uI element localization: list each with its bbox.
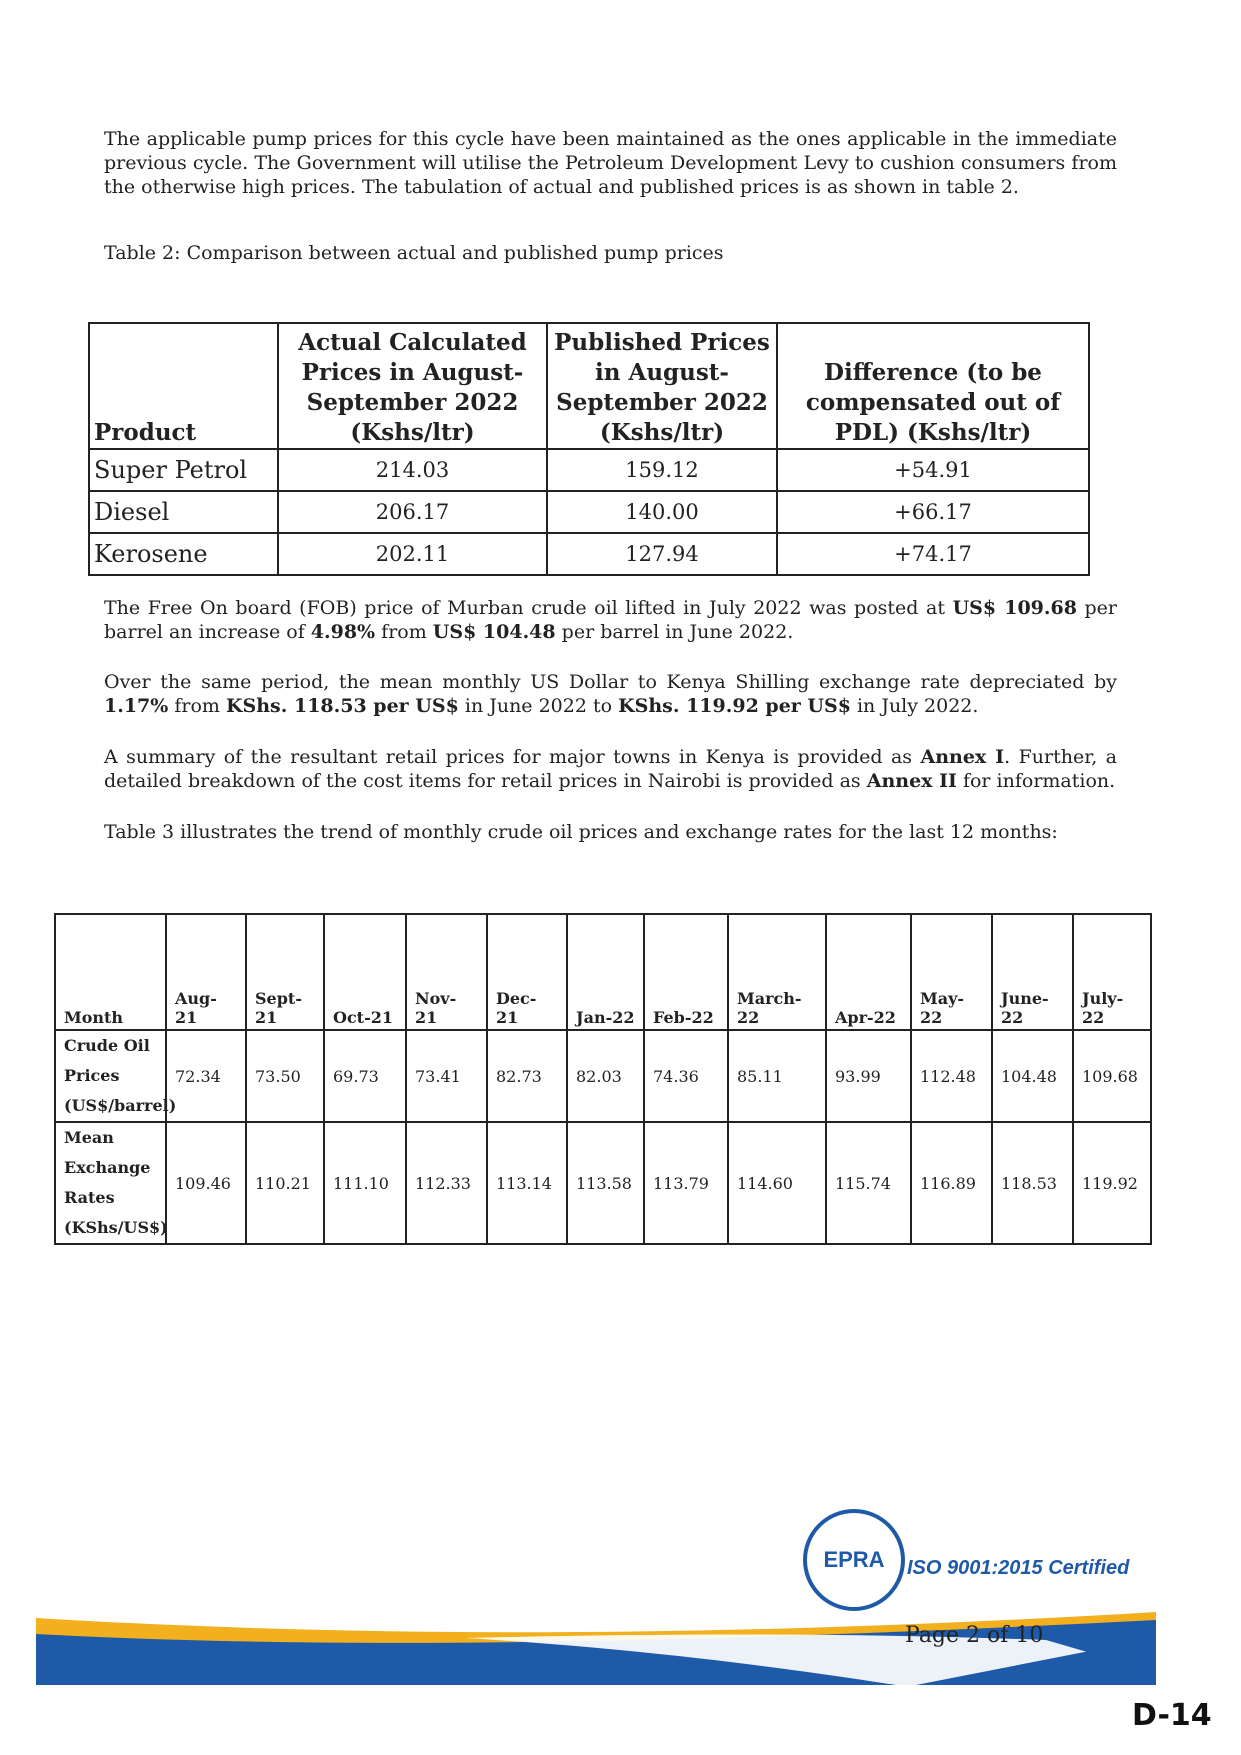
crude-price-cell: 112.48 (911, 1030, 992, 1122)
page-number: Page 2 of 10 (905, 1623, 1044, 1648)
label-line: Exchange (64, 1158, 151, 1177)
month-header: Jan-22 (567, 914, 644, 1030)
month-header: Aug-21 (166, 914, 246, 1030)
exchange-rate-cell: 113.14 (487, 1122, 567, 1244)
exchange-rate-cell: 113.58 (567, 1122, 644, 1244)
intro-paragraph: The applicable pump prices for this cycle have been maintained as the ones applicable in the immediate previous cycle. The Government will utilise the Petroleum Development Levy to cushion consumers from the otherwise high prices. The tabulation of actual and published prices is as shown in table 2. (104, 128, 1117, 198)
row-label-exchange-rates (55, 1122, 166, 1244)
table2-caption: Table 2: Comparison between actual and published pump prices (104, 242, 724, 264)
summary-paragraph (104, 745, 1117, 793)
exchange-rate-cell: 116.89 (911, 1122, 992, 1244)
published-price: 127.94 (547, 533, 777, 575)
handwritten-initials: D-14 (1132, 1698, 1212, 1733)
published-price: 159.12 (547, 449, 777, 491)
header-difference: Difference (to be compensated out of PDL) (Kshs/ltr) (777, 323, 1089, 449)
month-header: June-22 (992, 914, 1073, 1030)
logo-text: EPRA (823, 1547, 885, 1572)
crude-oil-exchange-table (54, 913, 1152, 1245)
fob-text: per barrel in June 2022. (555, 621, 794, 643)
crude-price-cell: 73.41 (406, 1030, 487, 1122)
table3-header-row (55, 914, 1151, 1030)
month-header: Dec-21 (487, 914, 567, 1030)
rate-june: KShs. 118.53 per US$ (226, 695, 459, 717)
product-name: Super Petrol (89, 449, 278, 491)
exchange-rate-cell: 115.74 (826, 1122, 911, 1244)
month-header: Sept-21 (246, 914, 324, 1030)
product-name: Diesel (89, 491, 278, 533)
label-line: Mean (64, 1128, 114, 1147)
month-header: March-22 (728, 914, 826, 1030)
table-row (89, 533, 1089, 575)
rate-july: KShs. 119.92 per US$ (618, 695, 851, 717)
month-header: Apr-22 (826, 914, 911, 1030)
header-published-prices: Published Prices in August-September 2022 (Kshs/ltr) (547, 323, 777, 449)
exchange-text: in July 2022. (850, 695, 979, 717)
summary-text: A summary of the resultant retail prices for major towns in Kenya is provided as (104, 746, 921, 768)
month-header: July-22 (1073, 914, 1151, 1030)
exchange-rate-cell: 111.10 (324, 1122, 406, 1244)
crude-price-cell: 85.11 (728, 1030, 826, 1122)
label-line: (KShs/US$) (64, 1218, 168, 1237)
header-product: Product (89, 323, 278, 449)
row-label-crude-oil (55, 1030, 177, 1122)
exchange-rate-cell: 119.92 (1073, 1122, 1151, 1244)
table2-header-row (89, 323, 1089, 449)
crude-price-cell: 72.34 (166, 1030, 246, 1122)
actual-price: 202.11 (278, 533, 547, 575)
fob-paragraph (104, 596, 1117, 644)
exchange-text: from (168, 695, 226, 717)
exchange-text: in June 2022 to (458, 695, 619, 717)
epra-logo (803, 1509, 905, 1611)
crude-price-cell: 69.73 (324, 1030, 406, 1122)
exchange-rate-cell: 112.33 (406, 1122, 487, 1244)
month-header: Oct-21 (324, 914, 406, 1030)
table3-intro: Table 3 illustrates the trend of monthly crude oil prices and exchange rates for the last 12 months: (104, 821, 1058, 843)
exchange-paragraph (104, 670, 1117, 718)
summary-text: . Further, a detailed breakdown of the cost items for retail prices in Nairobi is provided as (104, 746, 1117, 792)
exchange-text: Over the same period, the mean monthly US Dollar to Kenya Shilling exchange rate depreciated by (104, 671, 1117, 693)
price-difference: +74.17 (777, 533, 1089, 575)
iso-certification: ISO 9001:2015 Certified (907, 1557, 1130, 1579)
crude-price-cell: 74.36 (644, 1030, 728, 1122)
fob-text: The Free On board (FOB) price of Murban crude oil lifted in July 2022 was posted at (104, 597, 953, 619)
fob-text: per barrel an increase of (104, 597, 1117, 643)
exchange-rate-cell: 113.79 (644, 1122, 728, 1244)
fob-price-june: US$ 104.48 (432, 621, 556, 643)
exchange-rate-cell: 109.46 (166, 1122, 246, 1244)
annex-one: Annex I (920, 746, 1005, 768)
month-header: May-22 (911, 914, 992, 1030)
month-header: Feb-22 (644, 914, 728, 1030)
price-comparison-table (88, 322, 1090, 576)
table-row (55, 1122, 1151, 1244)
fob-increase-percent: 4.98% (310, 621, 376, 643)
month-header: Nov-21 (406, 914, 487, 1030)
table-row (89, 449, 1089, 491)
actual-price: 214.03 (278, 449, 547, 491)
actual-price: 206.17 (278, 491, 547, 533)
table-row (89, 491, 1089, 533)
crude-price-cell: 82.03 (567, 1030, 644, 1122)
label-line: Rates (64, 1188, 115, 1207)
exchange-rate-cell: 110.21 (246, 1122, 324, 1244)
crude-price-cell: 104.48 (992, 1030, 1073, 1122)
crude-price-cell: 93.99 (826, 1030, 911, 1122)
fob-text: from (375, 621, 433, 643)
label-line: Crude Oil (64, 1036, 150, 1055)
crude-price-cell: 82.73 (487, 1030, 567, 1122)
crude-price-cell: 73.50 (246, 1030, 324, 1122)
crude-price-cell: 109.68 (1073, 1030, 1151, 1122)
depreciation-percent: 1.17% (104, 695, 169, 717)
price-difference: +54.91 (777, 449, 1089, 491)
label-line: (US$/barrel) (64, 1096, 177, 1115)
product-name: Kerosene (89, 533, 278, 575)
published-price: 140.00 (547, 491, 777, 533)
table-row (55, 1030, 1151, 1122)
header-actual-prices: Actual Calculated Prices in August-September 2022 (Kshs/ltr) (278, 323, 547, 449)
summary-text: for information. (956, 770, 1116, 792)
exchange-rate-cell: 114.60 (728, 1122, 826, 1244)
fob-price-july: US$ 109.68 (952, 597, 1077, 619)
label-line: Prices (64, 1066, 120, 1085)
annex-two: Annex II (866, 770, 957, 792)
exchange-rate-cell: 118.53 (992, 1122, 1073, 1244)
price-difference: +66.17 (777, 491, 1089, 533)
header-month: Month (55, 914, 166, 1030)
